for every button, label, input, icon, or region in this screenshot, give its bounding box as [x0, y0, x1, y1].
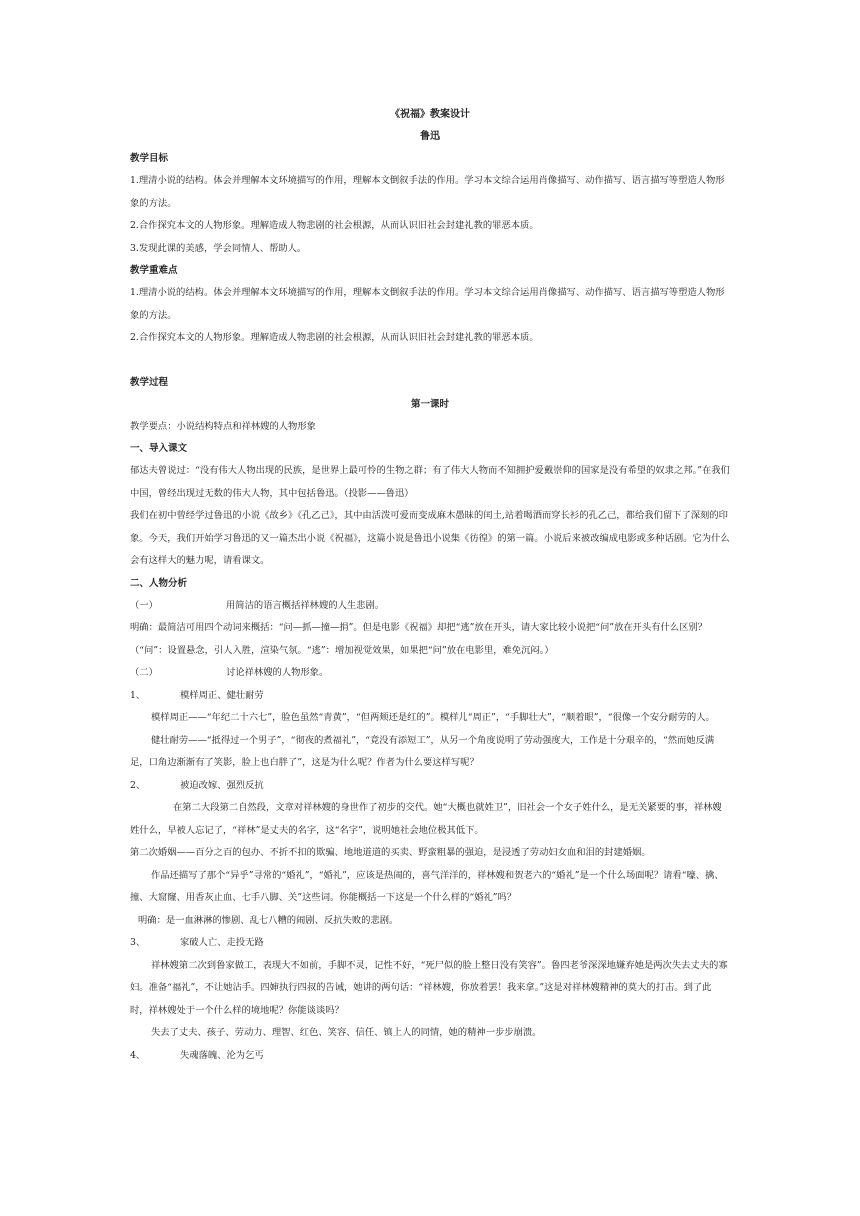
subsection-text: 讨论祥林嫂的人物形象。	[226, 667, 329, 678]
paragraph: 祥林嫂第二次到鲁家做工，表现大不如前，手脚不灵，记性不好，“死尸似的脸上整日没有笑容”。鲁四老爷深深地嫌弃她是两次失去丈夫的寡妇。准备“福礼”，不让她沾手。四婶执行四叔的告诫，她讲的两句话：“祥林嫂，你放着罢！我来拿。”这是对祥林嫂精神的莫大的打击。到了此时，祥林嫂处于一个什么样的境地呢？你能谈谈吗？	[130, 959, 728, 1016]
paragraph: 明确：是一血淋淋的惨剧、乱七八糟的闹剧、反抗失败的悲剧。	[138, 914, 399, 926]
paragraph: 模样周正——“年纪二十六七”，脸色虽然“青黄”，“但两颊还是红的”。模样儿“周正”，“手脚壮大”，“顺着眼”，“很像一个安分耐劳的人。	[151, 712, 715, 723]
paragraph: 我们在初中曾经学过鲁迅的小说《故乡》《孔乙己》，其中由活泼可爱而变成麻木愚昧的闰土,站着喝酒而穿长衫的孔乙己，都给我们留下了深刻的印象。今天，我们开始学习鲁迅的又一篇杰出小说《祝福》，这篇小说是鲁迅小说集《彷徨》的第一篇。小说后来被改编成电影或多种话剧。它为什么会有这样大的魅力呢，请看课文。	[130, 510, 730, 566]
paragraph: 第二次婚姻——百分之百的包办、不折不扣的欺骗、地地道道的买卖、野蛮粗暴的强迫，是浸透了劳动妇女血和泪的封建婚姻。	[130, 847, 651, 858]
document-content	[130, 104, 730, 1067]
item-heading	[130, 775, 730, 798]
subsection-text: 用简洁的语言概括祥林嫂的人生悲剧。	[226, 599, 385, 611]
goal-item: 3.发现此课的美感，学会同情人、帮助人。	[130, 242, 307, 254]
item-number: 1、	[130, 689, 146, 701]
process-heading: 教学过程	[130, 376, 169, 388]
keypoints-heading: 教学重难点	[130, 265, 178, 276]
lesson-points: 教学要点：小说结构特点和祥林嫂的人物形象	[130, 420, 316, 432]
goals-heading: 教学目标	[130, 153, 169, 164]
paragraph: 健壮耐劳——“抵得过一个男子”，“彻夜的煮福礼”，“竟没有添短工”，从另一个角度说明了劳动强度大，工作是十分艰辛的，“然而她反满足，口角边渐渐有了笑影，脸上也白胖了”，这是为什么呢？作者为什么要这样写呢？	[130, 734, 715, 768]
subsection-heading	[130, 595, 730, 618]
item-heading	[130, 685, 730, 708]
document-author: 鲁迅	[420, 131, 440, 142]
subsection-heading	[130, 662, 730, 685]
goal-item: 1.理清小说的结构。体会并理解本文环境描写的作用，理解本文倒叙手法的作用。学习本文综合运用肖像描写、动作描写、语言描写等塑造人物形象的方法。	[130, 175, 725, 209]
keypoint-item: 2.合作探究本文的人物形象。理解造成人物悲剧的社会根源，从而认识旧社会封建礼教的罪恶本质。	[130, 332, 539, 343]
item-number: 2、	[130, 779, 146, 791]
document-title: 《祝福》教案设计	[390, 109, 470, 120]
paragraph: 失去了丈夫、孩子、劳动力、理智、红色、笑容、信任、镇上人的同情，她的精神一步步崩溃。	[151, 1027, 542, 1038]
item-text: 被迫改嫁、强烈反抗	[180, 779, 264, 791]
section-heading-intro: 一、导入课文	[130, 443, 188, 454]
item-heading	[130, 1045, 730, 1068]
item-text: 模样周正、健壮耐劳	[180, 689, 264, 701]
lesson-heading: 第一课时	[410, 398, 449, 410]
paragraph: 明确：最简洁可用四个动词来概括：“问—抓—撞—捐”。但是电影《祝福》却把“逃”放在开头，请大家比较小说把“问”放在开头有什么区别？（“问”：设置悬念，引人入胜，渲染气氛。“逃”：增加视觉效果，如果把“问”放在电影里，难免沉闷。）	[130, 622, 708, 656]
section-heading-analysis: 二、人物分析	[130, 577, 188, 589]
paragraph: 在第二大段第二自然段，文章对祥林嫂的身世作了初步的交代。她“大概也就姓卫”，旧社会一个女子姓什么，是无关紧要的事，祥林嫂姓什么，早被人忘记了，“祥林”是丈夫的名字，这“名字”，说明她社会地位极其低下。	[130, 802, 722, 836]
subsection-number: （一）	[130, 599, 158, 611]
item-text: 家破人亡、走投无路	[180, 937, 264, 948]
item-heading	[130, 932, 730, 955]
subsection-number: （二）	[130, 667, 158, 678]
spacer	[130, 350, 730, 372]
paragraph: 郁达夫曾说过：“没有伟大人物出现的民族，是世界上最可怜的生物之群；有了伟大人物而不知拥护爱戴崇仰的国家是没有希望的奴隶之邦。”在我们中国，曾经出现过无数的伟大人物，其中包括鲁迅。（投影——鲁迅）	[130, 465, 730, 499]
keypoint-item: 1.理清小说的结构。体会并理解本文环境描写的作用，理解本文倒叙手法的作用。学习本文综合运用肖像描写、动作描写、语言描写等塑造人物形象的方法。	[130, 287, 725, 321]
goal-item: 2.合作探究本文的人物形象。理解造成人物悲剧的社会根源，从而认识旧社会封建礼教的罪恶本质。	[130, 220, 539, 231]
paragraph: 作品还描写了那个“异乎”寻常的“婚礼”，“婚礼”，应该是热闹的，喜气洋洋的，祥林嫂和贺老六的“婚礼”是一个什么场面呢？请看“嚎、擒、撞、大窟窿、用香灰止血、七手八脚、关”这些词。你能概括一下这是一个什么样的“婚礼”吗？	[130, 869, 724, 903]
item-text: 失魂落魄、沦为乞丐	[180, 1049, 264, 1061]
item-number: 4、	[130, 1049, 146, 1061]
item-number: 3、	[130, 937, 146, 948]
